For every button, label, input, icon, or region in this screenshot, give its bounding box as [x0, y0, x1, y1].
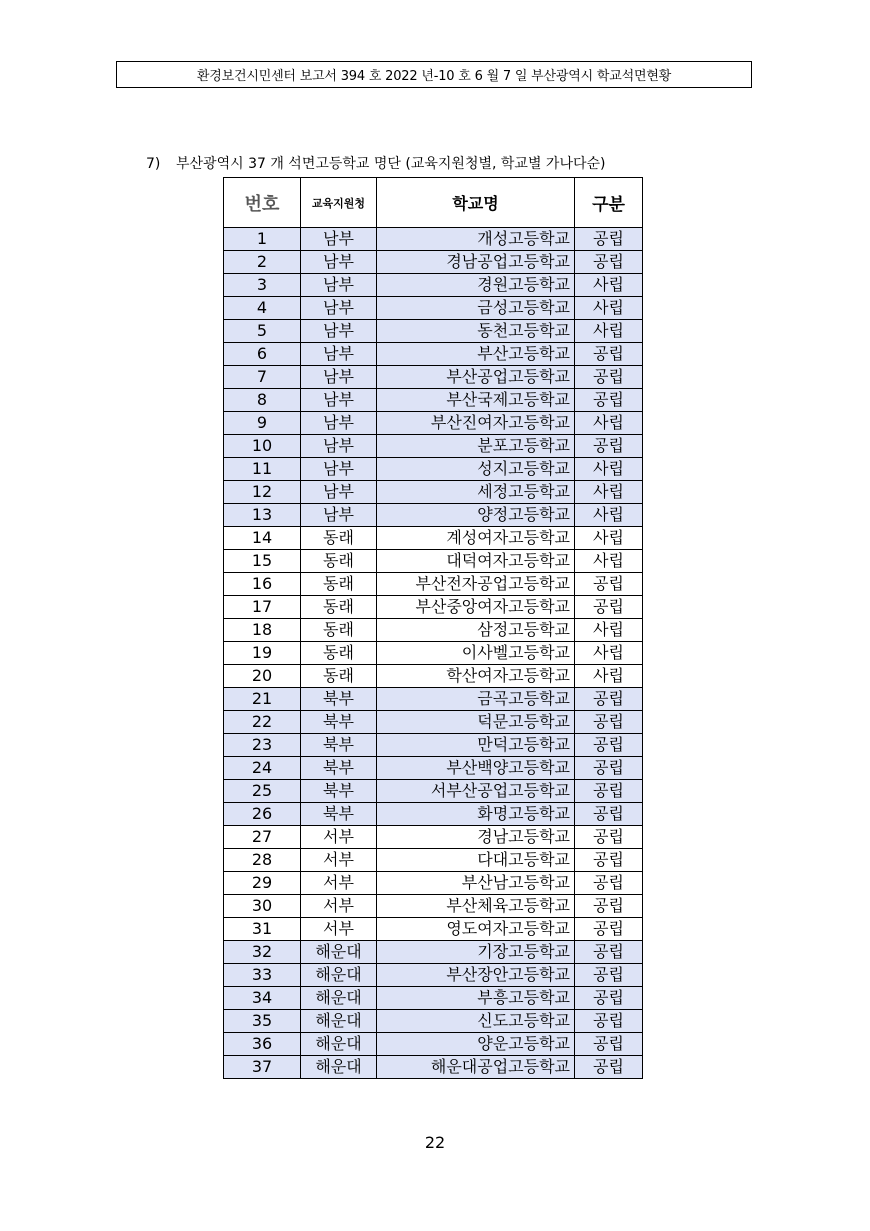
header-type: 구분	[575, 178, 643, 228]
cell-type: 공립	[575, 964, 643, 987]
cell-num: 11	[224, 458, 301, 481]
cell-office: 북부	[301, 734, 377, 757]
cell-office: 북부	[301, 803, 377, 826]
cell-num: 18	[224, 619, 301, 642]
cell-num: 26	[224, 803, 301, 826]
cell-type: 공립	[575, 826, 643, 849]
header-office: 교육지원청	[301, 178, 377, 228]
table-row	[224, 780, 643, 803]
cell-office: 서부	[301, 826, 377, 849]
cell-school-name: 덕문고등학교	[377, 711, 575, 734]
report-header-text: 환경보건시민센터 보고서 394 호 2022 년-10 호 6 월 7 일 부산광역시 학교석면현황	[196, 69, 672, 84]
cell-num: 30	[224, 895, 301, 918]
cell-type: 공립	[575, 780, 643, 803]
cell-office: 남부	[301, 343, 377, 366]
cell-type: 공립	[575, 228, 643, 251]
cell-type: 공립	[575, 343, 643, 366]
cell-school-name: 신도고등학교	[377, 1010, 575, 1033]
cell-office: 남부	[301, 297, 377, 320]
cell-office: 남부	[301, 435, 377, 458]
cell-office: 북부	[301, 688, 377, 711]
cell-type: 사립	[575, 412, 643, 435]
cell-office: 해운대	[301, 1033, 377, 1056]
table-row	[224, 987, 643, 1010]
cell-office: 동래	[301, 642, 377, 665]
cell-school-name: 다대고등학교	[377, 849, 575, 872]
table-row	[224, 412, 643, 435]
page-number: 22	[424, 1133, 446, 1152]
table-caption	[146, 153, 606, 173]
report-header	[116, 61, 752, 88]
cell-school-name: 부산백양고등학교	[377, 757, 575, 780]
cell-num: 2	[224, 251, 301, 274]
table-row	[224, 665, 643, 688]
caption-text: 부산광역시 37 개 석면고등학교 명단 (교육지원청별, 학교별 가나다순)	[176, 156, 606, 172]
cell-type: 공립	[575, 1033, 643, 1056]
cell-num: 27	[224, 826, 301, 849]
cell-type: 공립	[575, 803, 643, 826]
caption-number: 7)	[146, 156, 161, 172]
table-row	[224, 251, 643, 274]
cell-office: 남부	[301, 366, 377, 389]
cell-num: 12	[224, 481, 301, 504]
cell-school-name: 부산고등학교	[377, 343, 575, 366]
cell-type: 사립	[575, 642, 643, 665]
cell-school-name: 대덕여자고등학교	[377, 550, 575, 573]
table-row	[224, 389, 643, 412]
table-row	[224, 435, 643, 458]
cell-school-name: 기장고등학교	[377, 941, 575, 964]
table-row	[224, 872, 643, 895]
cell-office: 남부	[301, 320, 377, 343]
cell-school-name: 해운대공업고등학교	[377, 1056, 575, 1079]
cell-num: 24	[224, 757, 301, 780]
table-row	[224, 596, 643, 619]
cell-num: 5	[224, 320, 301, 343]
cell-num: 21	[224, 688, 301, 711]
table-header-row	[224, 178, 643, 228]
cell-num: 28	[224, 849, 301, 872]
cell-num: 34	[224, 987, 301, 1010]
table-row	[224, 573, 643, 596]
cell-school-name: 부산체육고등학교	[377, 895, 575, 918]
cell-type: 공립	[575, 872, 643, 895]
table-row	[224, 918, 643, 941]
cell-num: 1	[224, 228, 301, 251]
cell-type: 사립	[575, 481, 643, 504]
cell-office: 동래	[301, 527, 377, 550]
cell-office: 남부	[301, 504, 377, 527]
cell-school-name: 부흥고등학교	[377, 987, 575, 1010]
table-row	[224, 941, 643, 964]
table-row	[224, 458, 643, 481]
cell-num: 19	[224, 642, 301, 665]
table-row	[224, 366, 643, 389]
table-row	[224, 274, 643, 297]
table-row	[224, 734, 643, 757]
header-name: 학교명	[377, 178, 575, 228]
cell-num: 33	[224, 964, 301, 987]
cell-office: 동래	[301, 550, 377, 573]
table-row	[224, 964, 643, 987]
cell-num: 15	[224, 550, 301, 573]
cell-school-name: 부산남고등학교	[377, 872, 575, 895]
cell-type: 사립	[575, 320, 643, 343]
table-row	[224, 688, 643, 711]
cell-num: 13	[224, 504, 301, 527]
cell-type: 공립	[575, 573, 643, 596]
cell-num: 23	[224, 734, 301, 757]
cell-type: 공립	[575, 734, 643, 757]
cell-school-name: 성지고등학교	[377, 458, 575, 481]
cell-school-name: 부산국제고등학교	[377, 389, 575, 412]
cell-school-name: 삼정고등학교	[377, 619, 575, 642]
cell-type: 사립	[575, 458, 643, 481]
cell-school-name: 부산중앙여자고등학교	[377, 596, 575, 619]
cell-type: 공립	[575, 987, 643, 1010]
cell-type: 공립	[575, 1056, 643, 1079]
cell-school-name: 학산여자고등학교	[377, 665, 575, 688]
table-row	[224, 481, 643, 504]
cell-school-name: 양정고등학교	[377, 504, 575, 527]
cell-type: 공립	[575, 711, 643, 734]
table-row	[224, 228, 643, 251]
cell-office: 동래	[301, 573, 377, 596]
table-row	[224, 1010, 643, 1033]
cell-office: 남부	[301, 389, 377, 412]
cell-num: 14	[224, 527, 301, 550]
cell-school-name: 양운고등학교	[377, 1033, 575, 1056]
cell-school-name: 부산장안고등학교	[377, 964, 575, 987]
cell-num: 36	[224, 1033, 301, 1056]
cell-school-name: 개성고등학교	[377, 228, 575, 251]
cell-type: 사립	[575, 550, 643, 573]
cell-school-name: 부산진여자고등학교	[377, 412, 575, 435]
table-row	[224, 1033, 643, 1056]
cell-office: 해운대	[301, 1056, 377, 1079]
table-body	[224, 228, 643, 1079]
cell-office: 서부	[301, 895, 377, 918]
table-row	[224, 803, 643, 826]
cell-school-name: 금성고등학교	[377, 297, 575, 320]
cell-type: 사립	[575, 665, 643, 688]
cell-type: 공립	[575, 251, 643, 274]
cell-office: 해운대	[301, 964, 377, 987]
cell-type: 공립	[575, 918, 643, 941]
cell-num: 37	[224, 1056, 301, 1079]
school-table	[223, 177, 643, 1079]
cell-type: 공립	[575, 366, 643, 389]
cell-type: 공립	[575, 389, 643, 412]
cell-school-name: 부산전자공업고등학교	[377, 573, 575, 596]
cell-num: 3	[224, 274, 301, 297]
cell-office: 해운대	[301, 941, 377, 964]
cell-num: 7	[224, 366, 301, 389]
cell-office: 동래	[301, 665, 377, 688]
cell-school-name: 경남고등학교	[377, 826, 575, 849]
cell-school-name: 경남공업고등학교	[377, 251, 575, 274]
cell-type: 공립	[575, 757, 643, 780]
cell-type: 사립	[575, 619, 643, 642]
cell-school-name: 영도여자고등학교	[377, 918, 575, 941]
cell-office: 북부	[301, 711, 377, 734]
cell-type: 공립	[575, 849, 643, 872]
cell-num: 16	[224, 573, 301, 596]
cell-office: 서부	[301, 872, 377, 895]
cell-school-name: 세정고등학교	[377, 481, 575, 504]
table-row	[224, 642, 643, 665]
table-row	[224, 527, 643, 550]
cell-school-name: 금곡고등학교	[377, 688, 575, 711]
cell-office: 북부	[301, 780, 377, 803]
cell-office: 서부	[301, 849, 377, 872]
table-row	[224, 504, 643, 527]
cell-office: 동래	[301, 619, 377, 642]
header-num: 번호	[224, 178, 301, 228]
cell-num: 25	[224, 780, 301, 803]
table-row	[224, 619, 643, 642]
cell-school-name: 만덕고등학교	[377, 734, 575, 757]
cell-type: 사립	[575, 274, 643, 297]
cell-office: 남부	[301, 412, 377, 435]
table-row	[224, 343, 643, 366]
cell-num: 32	[224, 941, 301, 964]
cell-num: 17	[224, 596, 301, 619]
cell-office: 서부	[301, 918, 377, 941]
cell-type: 공립	[575, 596, 643, 619]
cell-school-name: 부산공업고등학교	[377, 366, 575, 389]
cell-school-name: 계성여자고등학교	[377, 527, 575, 550]
table-row	[224, 320, 643, 343]
cell-office: 동래	[301, 596, 377, 619]
table-row	[224, 826, 643, 849]
cell-office: 북부	[301, 757, 377, 780]
cell-office: 해운대	[301, 987, 377, 1010]
cell-office: 남부	[301, 228, 377, 251]
table-row	[224, 550, 643, 573]
table-row	[224, 849, 643, 872]
table-row	[224, 297, 643, 320]
cell-school-name: 경원고등학교	[377, 274, 575, 297]
cell-type: 사립	[575, 504, 643, 527]
cell-type: 공립	[575, 895, 643, 918]
cell-num: 29	[224, 872, 301, 895]
cell-type: 사립	[575, 527, 643, 550]
cell-office: 남부	[301, 458, 377, 481]
cell-num: 10	[224, 435, 301, 458]
cell-office: 남부	[301, 481, 377, 504]
cell-type: 공립	[575, 1010, 643, 1033]
cell-num: 35	[224, 1010, 301, 1033]
cell-school-name: 분포고등학교	[377, 435, 575, 458]
cell-num: 9	[224, 412, 301, 435]
table-row	[224, 895, 643, 918]
table-row	[224, 711, 643, 734]
table-row	[224, 1056, 643, 1079]
cell-num: 22	[224, 711, 301, 734]
table-row	[224, 757, 643, 780]
cell-office: 남부	[301, 274, 377, 297]
cell-num: 6	[224, 343, 301, 366]
cell-office: 남부	[301, 251, 377, 274]
cell-school-name: 동천고등학교	[377, 320, 575, 343]
cell-type: 공립	[575, 941, 643, 964]
cell-num: 20	[224, 665, 301, 688]
cell-type: 공립	[575, 435, 643, 458]
cell-type: 공립	[575, 688, 643, 711]
cell-num: 31	[224, 918, 301, 941]
cell-type: 사립	[575, 297, 643, 320]
cell-num: 8	[224, 389, 301, 412]
cell-school-name: 화명고등학교	[377, 803, 575, 826]
cell-school-name: 서부산공업고등학교	[377, 780, 575, 803]
cell-school-name: 이사벨고등학교	[377, 642, 575, 665]
cell-num: 4	[224, 297, 301, 320]
cell-office: 해운대	[301, 1010, 377, 1033]
